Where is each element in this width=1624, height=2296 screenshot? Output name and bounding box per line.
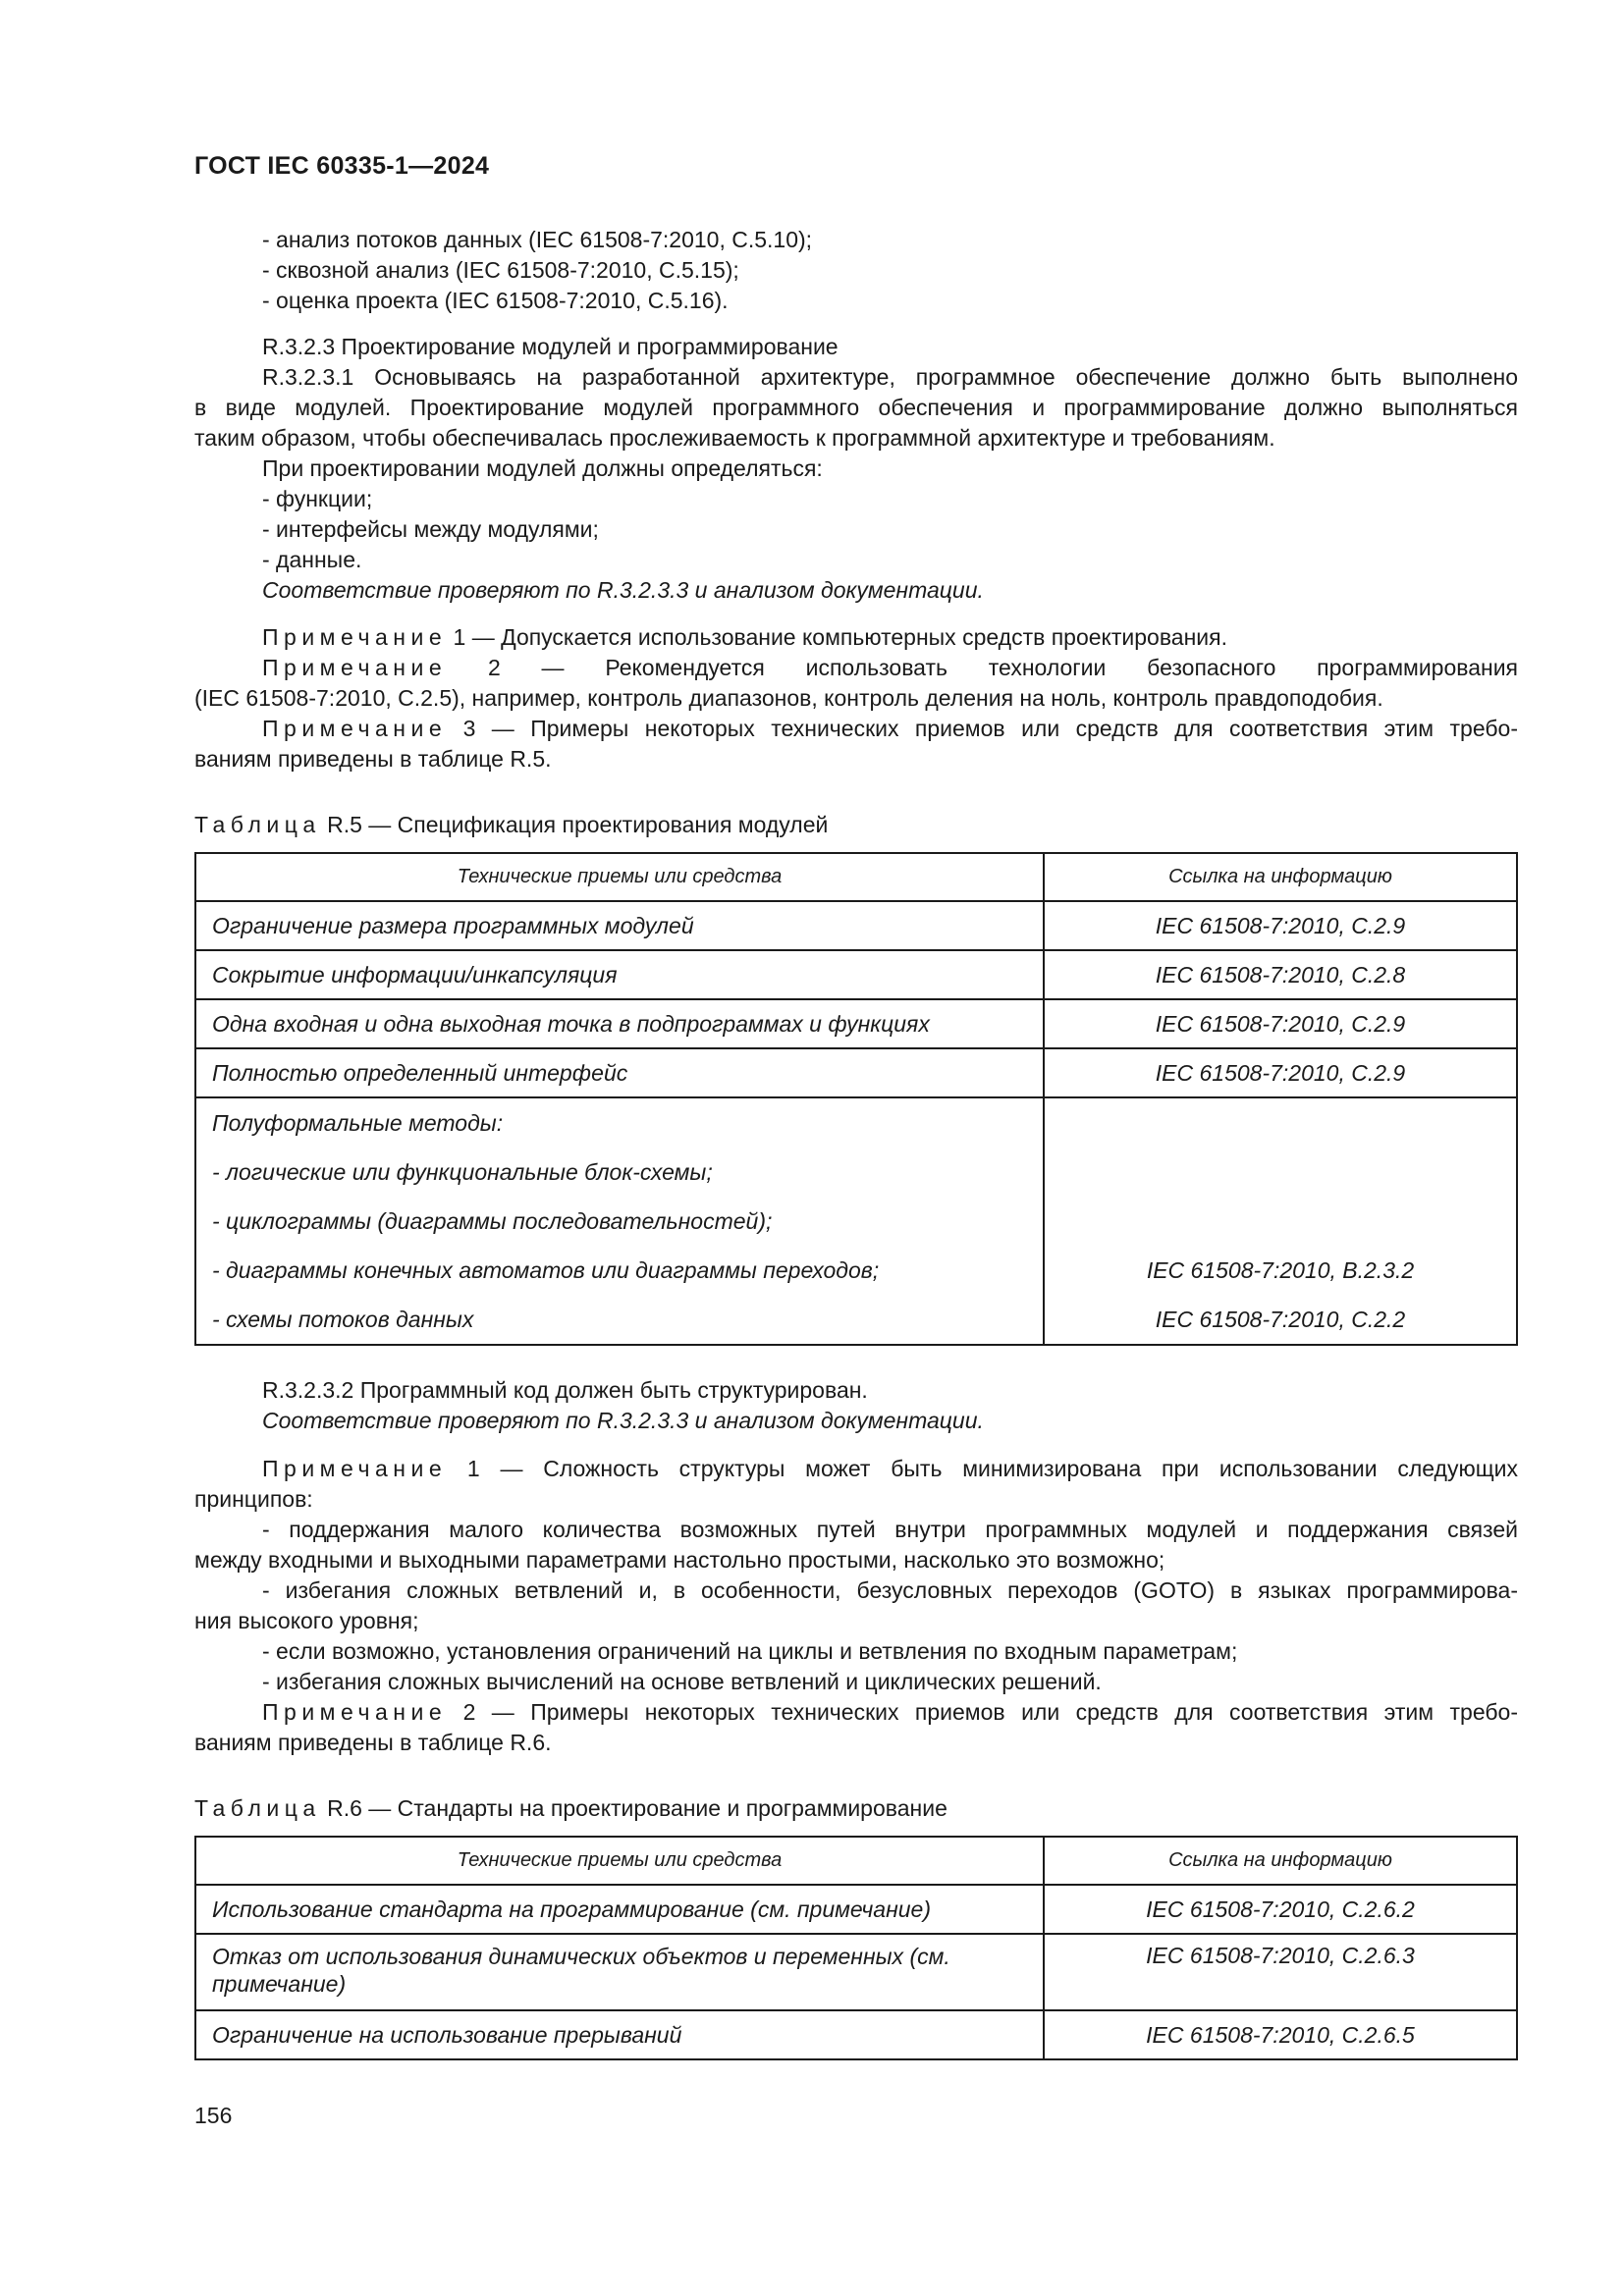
cell-line — [1060, 1148, 1500, 1197]
table-r5 — [194, 852, 1518, 1346]
table-caption: Таблица R.5 — Спецификация проектирования модулей — [194, 812, 829, 837]
cell-line: - логические или функциональные блок-схемы; — [212, 1159, 713, 1185]
section-heading: R.3.2.3 Проектирование модулей и программирование — [262, 334, 839, 359]
table-row — [195, 950, 1517, 999]
table-header: Технические приемы или средства — [195, 853, 1044, 901]
table-caption: Таблица R.6 — Стандарты на проектирование и программирование — [194, 1795, 947, 1821]
paragraph: При проектировании модулей должны определяться: — [262, 455, 823, 481]
list-item: - данные. — [262, 547, 362, 572]
compliance-statement: Соответствие проверяют по R.3.2.3.3 и анализом документации. — [262, 1408, 984, 1433]
cell-line: IEC 61508-7:2010, C.2.2 — [1155, 1307, 1406, 1332]
table-cell: Ограничение на использование прерываний — [195, 2010, 1044, 2059]
table-cell: IEC 61508-7:2010, C.2.9 — [1044, 1048, 1517, 1097]
table-row — [195, 2010, 1517, 2059]
note-bullet-line: - избегания сложных вычислений на основе ветвлений и циклических решений. — [262, 1669, 1102, 1694]
note-bullet-line: - избегания сложных ветвлений и, в особенности, безусловных переходов (GOTO) в языках программирова- — [262, 1577, 1518, 1603]
table-cell: Полностью определенный интерфейс — [195, 1048, 1044, 1097]
table-cell: Ограничение размера программных модулей — [195, 901, 1044, 950]
list-item: - интерфейсы между модулями; — [262, 516, 599, 542]
list-item: - оценка проекта (IEC 61508-7:2010, C.5.16). — [262, 288, 729, 313]
cell-line: - схемы потоков данных — [212, 1307, 474, 1332]
cell-line — [1060, 1098, 1500, 1148]
table-cell: IEC 61508-7:2010, C.2.8 — [1044, 950, 1517, 999]
table-cell: IEC 61508-7:2010, C.2.6.5 — [1044, 2010, 1517, 2059]
table-cell — [1044, 1097, 1517, 1345]
compliance-statement: Соответствие проверяют по R.3.2.3.3 и анализом документации. — [262, 577, 984, 603]
table-cell: IEC 61508-7:2010, C.2.6.3 — [1044, 1934, 1517, 2010]
cell-line: Полуформальные методы: — [212, 1110, 504, 1136]
note-1-line: принципов: — [194, 1486, 313, 1512]
table-r6 — [194, 1836, 1518, 2060]
note-3-line: ваниям приведены в таблице R.5. — [194, 746, 552, 772]
note-bullet-line: ния высокого уровня; — [194, 1608, 419, 1633]
cell-line: - циклограммы (диаграммы последовательностей); — [212, 1208, 773, 1234]
list-item: - функции; — [262, 486, 373, 511]
table-header: Ссылка на информацию — [1044, 853, 1517, 901]
note-2-line: Примечание 2 — Примеры некоторых технических приемов или средств для соответствия этим требо- — [262, 1699, 1518, 1725]
cell-line: IEC 61508-7:2010, B.2.3.2 — [1146, 1257, 1415, 1283]
table-row — [195, 901, 1517, 950]
cell-line: - диаграммы конечных автоматов или диаграммы переходов; — [212, 1257, 880, 1283]
note-bullet-line: - если возможно, установления ограничений на циклы и ветвления по входным параметрам; — [262, 1638, 1238, 1664]
note-2-line: ваниям приведены в таблице R.6. — [194, 1730, 552, 1755]
paragraph-line: R.3.2.3.1 Основываясь на разработанной архитектуре, программное обеспечение должно быть выполнено — [262, 364, 1518, 390]
paragraph: R.3.2.3.2 Программный код должен быть структурирован. — [262, 1377, 868, 1403]
table-header-row — [195, 853, 1517, 901]
document-header: ГОСТ IEC 60335-1—2024 — [194, 152, 490, 180]
table-header-row — [195, 1837, 1517, 1885]
table-cell: IEC 61508-7:2010, C.2.9 — [1044, 999, 1517, 1048]
table-cell — [195, 1097, 1044, 1345]
page-number: 156 — [194, 2103, 233, 2128]
table-cell: Сокрытие информации/инкапсуляция — [195, 950, 1044, 999]
table-row — [195, 1934, 1517, 2010]
list-item: - сквозной анализ (IEC 61508-7:2010, C.5.15); — [262, 257, 739, 283]
table-row — [195, 1885, 1517, 1934]
table-row — [195, 1048, 1517, 1097]
note-3-line: Примечание 3 — Примеры некоторых технических приемов или средств для соответствия этим требо- — [262, 716, 1518, 741]
list-item: - анализ потоков данных (IEC 61508-7:2010, C.5.10); — [262, 227, 813, 252]
table-cell: Одна входная и одна выходная точка в подпрограммах и функциях — [195, 999, 1044, 1048]
table-row — [195, 1097, 1517, 1345]
table-header: Технические приемы или средства — [195, 1837, 1044, 1885]
note-bullet-line: между входными и выходными параметрами настольно простыми, насколько это возможно; — [194, 1547, 1165, 1573]
note-2-line: Примечание 2 — Рекомендуется использовать технологии безопасного программирования — [262, 655, 1519, 680]
paragraph-line: таким образом, чтобы обеспечивалась прослеживаемость к программной архитектуре и требованиям. — [194, 425, 1275, 451]
table-cell: Использование стандарта на программирование (см. примечание) — [195, 1885, 1044, 1934]
cell-line — [1060, 1197, 1500, 1246]
paragraph-line: в виде модулей. Проектирование модулей программного обеспечения и программирование должно выполняться — [194, 395, 1518, 420]
note-bullet-line: - поддержания малого количества возможных путей внутри программных модулей и поддержания связей — [262, 1517, 1518, 1542]
table-header: Ссылка на информацию — [1044, 1837, 1517, 1885]
table-row — [195, 999, 1517, 1048]
table-cell: IEC 61508-7:2010, C.2.9 — [1044, 901, 1517, 950]
note-1-line: Примечание 1 — Сложность структуры может быть минимизирована при использовании следующих — [262, 1456, 1519, 1481]
table-cell: IEC 61508-7:2010, C.2.6.2 — [1044, 1885, 1517, 1934]
note-2-line: (IEC 61508-7:2010, C.2.5), например, контроль диапазонов, контроль деления на ноль, контроль правдоподобия. — [194, 685, 1383, 711]
note-1: Примечание 1 — Допускается использование компьютерных средств проектирования. — [262, 624, 1227, 650]
table-cell: Отказ от использования динамических объектов и переменных (см. примечание) — [195, 1934, 1044, 2010]
